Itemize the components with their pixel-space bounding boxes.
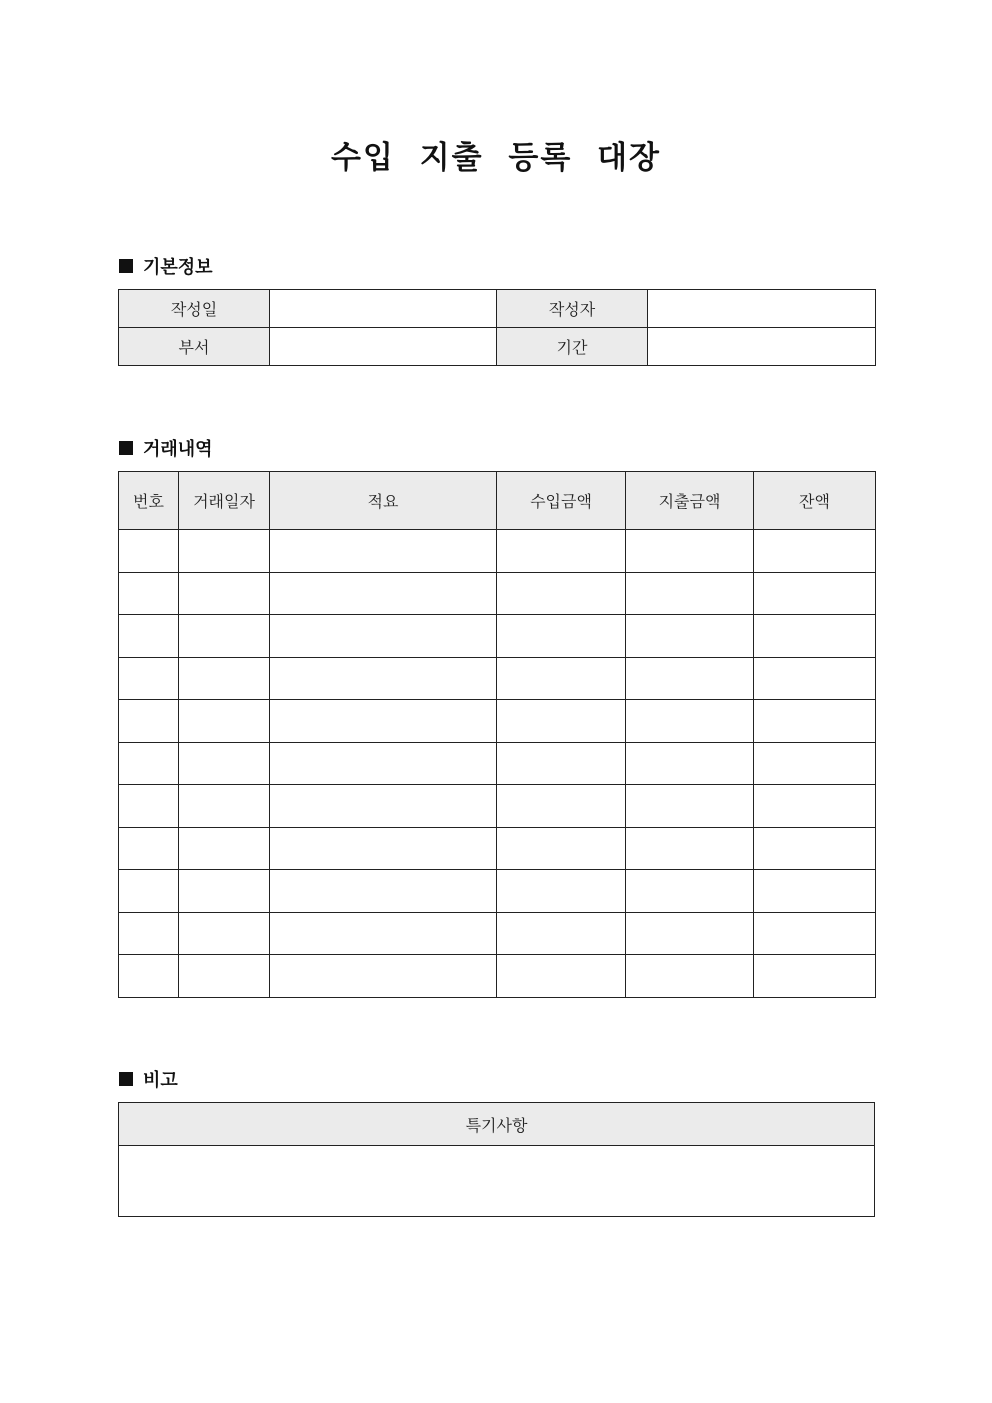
description-cell[interactable] xyxy=(270,955,497,998)
column-header-income: 수입금액 xyxy=(497,472,626,530)
table-row xyxy=(119,700,876,743)
description-cell[interactable] xyxy=(270,827,497,870)
table-row xyxy=(119,657,876,700)
expense-cell[interactable] xyxy=(626,912,754,955)
date-cell[interactable] xyxy=(179,700,270,743)
table-row xyxy=(119,955,876,998)
income-cell[interactable] xyxy=(497,742,626,785)
transactions-heading xyxy=(119,435,213,461)
period-field[interactable] xyxy=(648,328,876,366)
expense-cell[interactable] xyxy=(626,700,754,743)
table-row xyxy=(119,572,876,615)
column-header-balance: 잔액 xyxy=(754,472,876,530)
balance-cell[interactable] xyxy=(754,955,876,998)
date-cell[interactable] xyxy=(179,742,270,785)
balance-cell[interactable] xyxy=(754,700,876,743)
table-row xyxy=(119,530,876,573)
author-label: 작성자 xyxy=(497,290,648,328)
square-bullet-icon xyxy=(119,441,133,455)
number-cell[interactable] xyxy=(119,870,179,913)
transactions-heading-label: 거래내역 xyxy=(143,439,213,460)
description-cell[interactable] xyxy=(270,785,497,828)
date-cell[interactable] xyxy=(179,572,270,615)
income-cell[interactable] xyxy=(497,870,626,913)
table-row xyxy=(119,742,876,785)
date-cell[interactable] xyxy=(179,785,270,828)
expense-cell[interactable] xyxy=(626,742,754,785)
description-cell[interactable] xyxy=(270,870,497,913)
column-header-date: 거래일자 xyxy=(179,472,270,530)
number-cell[interactable] xyxy=(119,912,179,955)
number-cell[interactable] xyxy=(119,657,179,700)
balance-cell[interactable] xyxy=(754,870,876,913)
balance-cell[interactable] xyxy=(754,785,876,828)
expense-cell[interactable] xyxy=(626,827,754,870)
number-cell[interactable] xyxy=(119,572,179,615)
balance-cell[interactable] xyxy=(754,657,876,700)
description-cell[interactable] xyxy=(270,615,497,658)
remarks-header-row xyxy=(119,1103,875,1146)
balance-cell[interactable] xyxy=(754,827,876,870)
expense-cell[interactable] xyxy=(626,615,754,658)
balance-cell[interactable] xyxy=(754,572,876,615)
number-cell[interactable] xyxy=(119,955,179,998)
expense-cell[interactable] xyxy=(626,572,754,615)
special-notes-field[interactable] xyxy=(119,1146,875,1217)
remarks-content-row xyxy=(119,1146,875,1217)
date-cell[interactable] xyxy=(179,615,270,658)
square-bullet-icon xyxy=(119,1072,133,1086)
remarks-table xyxy=(118,1102,875,1217)
date-cell[interactable] xyxy=(179,912,270,955)
written-date-label: 작성일 xyxy=(119,290,270,328)
income-cell[interactable] xyxy=(497,615,626,658)
balance-cell[interactable] xyxy=(754,615,876,658)
written-date-field[interactable] xyxy=(270,290,497,328)
income-cell[interactable] xyxy=(497,530,626,573)
description-cell[interactable] xyxy=(270,572,497,615)
table-row xyxy=(119,785,876,828)
table-row xyxy=(119,615,876,658)
department-label: 부서 xyxy=(119,328,270,366)
date-cell[interactable] xyxy=(179,870,270,913)
balance-cell[interactable] xyxy=(754,530,876,573)
expense-cell[interactable] xyxy=(626,955,754,998)
table-row xyxy=(119,870,876,913)
description-cell[interactable] xyxy=(270,530,497,573)
transaction-header-row xyxy=(119,472,876,530)
income-cell[interactable] xyxy=(497,657,626,700)
number-cell[interactable] xyxy=(119,785,179,828)
number-cell[interactable] xyxy=(119,700,179,743)
expense-cell[interactable] xyxy=(626,870,754,913)
date-cell[interactable] xyxy=(179,530,270,573)
square-bullet-icon xyxy=(119,259,133,273)
column-header-expense: 지출금액 xyxy=(626,472,754,530)
description-cell[interactable] xyxy=(270,700,497,743)
transaction-table xyxy=(118,471,876,998)
income-cell[interactable] xyxy=(497,955,626,998)
income-cell[interactable] xyxy=(497,785,626,828)
balance-cell[interactable] xyxy=(754,742,876,785)
author-field[interactable] xyxy=(648,290,876,328)
expense-cell[interactable] xyxy=(626,785,754,828)
income-cell[interactable] xyxy=(497,912,626,955)
income-cell[interactable] xyxy=(497,827,626,870)
description-cell[interactable] xyxy=(270,912,497,955)
department-field[interactable] xyxy=(270,328,497,366)
description-cell[interactable] xyxy=(270,742,497,785)
expense-cell[interactable] xyxy=(626,530,754,573)
basic-info-heading-label: 기본정보 xyxy=(143,257,213,278)
basic-info-heading xyxy=(119,253,213,279)
number-cell[interactable] xyxy=(119,530,179,573)
table-row xyxy=(119,827,876,870)
number-cell[interactable] xyxy=(119,615,179,658)
income-cell[interactable] xyxy=(497,700,626,743)
basic-info-row xyxy=(119,328,876,366)
income-cell[interactable] xyxy=(497,572,626,615)
balance-cell[interactable] xyxy=(754,912,876,955)
date-cell[interactable] xyxy=(179,827,270,870)
date-cell[interactable] xyxy=(179,955,270,998)
number-cell[interactable] xyxy=(119,742,179,785)
expense-cell[interactable] xyxy=(626,657,754,700)
description-cell[interactable] xyxy=(270,657,497,700)
document-title: 수입 지출 등록 대장 xyxy=(331,140,661,176)
special-notes-header: 특기사항 xyxy=(119,1103,875,1146)
remarks-heading-label: 비고 xyxy=(143,1070,178,1091)
number-cell[interactable] xyxy=(119,827,179,870)
column-header-description: 적요 xyxy=(270,472,497,530)
column-header-number: 번호 xyxy=(119,472,179,530)
table-row xyxy=(119,912,876,955)
basic-info-table xyxy=(118,289,876,366)
remarks-heading xyxy=(119,1066,178,1092)
period-label: 기간 xyxy=(497,328,648,366)
date-cell[interactable] xyxy=(179,657,270,700)
basic-info-row xyxy=(119,290,876,328)
